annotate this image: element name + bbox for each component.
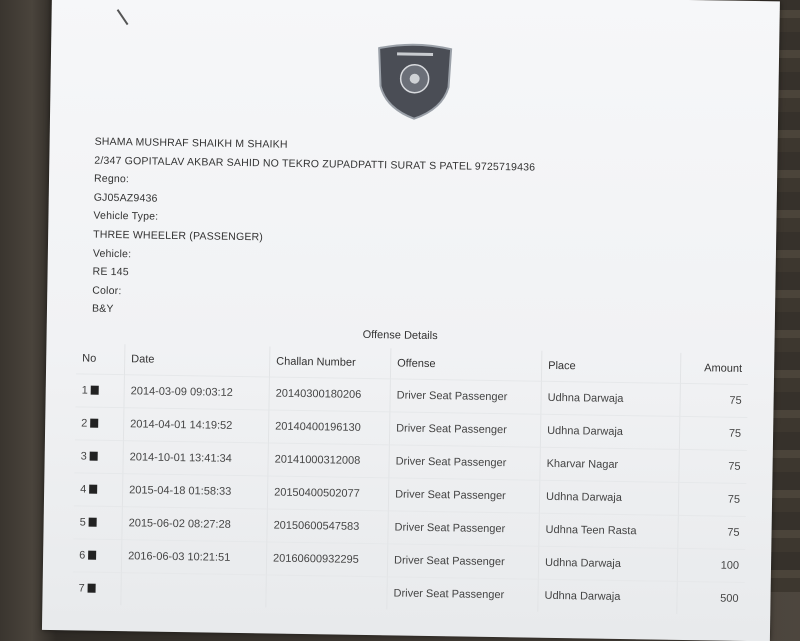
row-number: 3 [80,450,87,463]
row-date [121,573,266,608]
row-number: 4 [80,483,87,496]
row-challan: 20140300180206 [269,377,391,412]
col-offense: Offense [390,348,541,381]
owner-vehicle-info [92,133,536,326]
row-offense: Driver Seat Passenger [389,445,540,480]
row-amount: 75 [680,383,748,417]
row-amount: 75 [679,449,747,483]
row-amount: 75 [678,482,746,516]
row-offense: Driver Seat Passenger [387,544,538,579]
row-date: 2015-06-02 08:27:28 [122,507,268,542]
row-no [75,407,124,441]
col-no: No [76,343,125,374]
color-value: B&Y [91,303,114,316]
row-date: 2014-04-01 14:19:52 [123,408,269,443]
row-number: 5 [79,516,86,529]
row-no [73,506,122,540]
row-number: 6 [79,549,86,562]
row-no [74,473,123,507]
row-place: Udhna Darwaja [540,414,680,449]
vehicle-type-value: THREE WHEELER (PASSENGER) [93,228,264,244]
row-offense: Driver Seat Passenger [387,577,538,612]
checkbox-square-icon [88,551,96,560]
row-no [72,572,121,605]
row-amount: 100 [677,548,745,582]
row-offense: Driver Seat Passenger [388,478,539,513]
row-amount: 75 [679,416,747,450]
owner-name: SHAMA MUSHRAF SHAIKH M SHAIKH [94,135,288,151]
col-date: Date [124,344,269,377]
row-place: Udhna Darwaja [539,480,679,515]
col-challan: Challan Number [269,346,390,378]
row-date: 2014-10-01 13:41:34 [123,441,269,476]
row-amount: 75 [678,515,746,549]
row-no [74,440,123,474]
col-place: Place [541,351,680,384]
row-challan: 20150400502077 [267,476,389,511]
vehicle-value: RE 145 [92,265,129,279]
row-offense: Driver Seat Passenger [390,379,541,414]
row-no [75,374,124,408]
row-place: Udhna Teen Rasta [539,513,679,548]
row-place: Udhna Darwaja [538,546,678,581]
checkbox-square-icon [89,518,97,527]
row-amount: 500 [677,581,745,615]
col-amount: Amount [704,362,743,375]
checkbox-square-icon [90,419,98,428]
row-challan: 20140400196130 [268,410,390,445]
regno-label: Regno: [93,172,130,186]
offense-table [72,343,748,615]
color-label: Color: [92,284,122,297]
challan-document [42,0,780,641]
row-number: 1 [81,384,88,397]
row-challan [266,575,387,609]
row-challan: 20160600932295 [266,542,388,577]
row-date: 2014-03-09 09:03:12 [124,375,270,410]
police-shield-logo [372,40,457,121]
row-number: 7 [78,582,85,595]
row-number: 2 [81,417,88,430]
offense-details-title: Offense Details [362,328,438,343]
row-offense: Driver Seat Passenger [389,412,540,447]
vehicle-label: Vehicle: [92,247,132,260]
checkbox-square-icon [91,386,99,395]
regno-value: GJ05AZ9436 [93,191,158,205]
row-place: Kharvar Nagar [540,447,680,482]
row-challan: 20150600547583 [267,509,389,544]
pen-mark [117,9,129,25]
row-offense: Driver Seat Passenger [388,511,539,546]
row-date: 2016-06-03 10:21:51 [121,540,267,575]
row-date: 2015-04-18 01:58:33 [122,474,268,509]
checkbox-square-icon [89,485,97,494]
vehicle-type-label: Vehicle Type: [93,210,159,224]
checkbox-square-icon [88,584,96,593]
owner-address: 2/347 GOPITALAV AKBAR SAHID NO TEKRO ZUPADPATTI SURAT S PATEL 9725719436 [94,154,536,174]
row-challan: 20141000312008 [268,443,390,478]
row-place: Udhna Darwaja [538,579,678,614]
checkbox-square-icon [90,452,98,461]
row-no [73,539,122,573]
row-place: Udhna Darwaja [541,381,681,416]
